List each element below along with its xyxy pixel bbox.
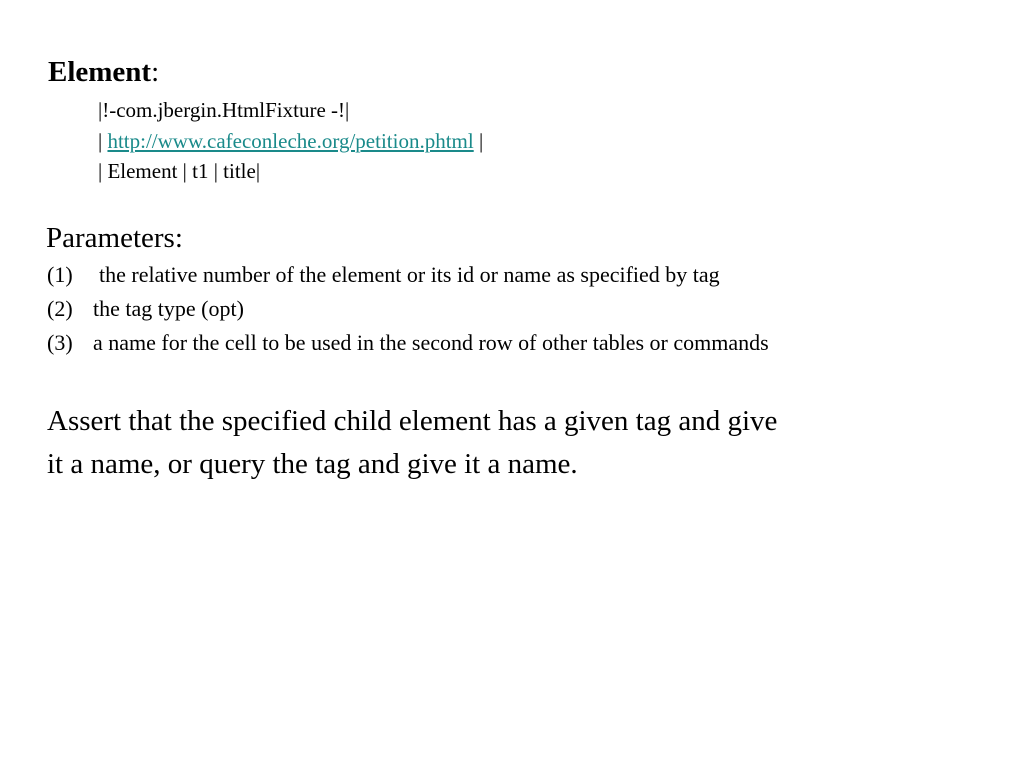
- parameter-number: (1): [47, 262, 73, 287]
- code-line-url-suffix: |: [473, 129, 484, 153]
- parameter-number: (2): [47, 296, 73, 321]
- code-line-element: | Element | t1 | title|: [98, 159, 261, 183]
- element-heading-colon: :: [151, 56, 160, 88]
- parameter-item-1: [47, 261, 720, 289]
- parameter-item-3: [47, 329, 769, 357]
- petition-url-link[interactable]: http://www.cafeconleche.org/petition.phtml: [107, 129, 474, 153]
- parameter-text: a name for the cell to be used in the second row of other tables or commands: [93, 330, 769, 355]
- element-heading: [48, 54, 159, 90]
- parameter-item-2: [47, 295, 244, 323]
- code-line-url: [98, 128, 483, 154]
- description-line-1: Assert that the specified child element has a given tag and give: [47, 405, 778, 437]
- parameter-text: the tag type (opt): [93, 296, 244, 321]
- code-line-url-prefix: |: [98, 129, 108, 153]
- description-line-2: it a name, or query the tag and give it a name.: [47, 448, 578, 480]
- parameter-text: the relative number of the element or its id or name as specified by tag: [99, 262, 720, 287]
- code-line-fixture: |!-com.jbergin.HtmlFixture -!|: [98, 98, 350, 122]
- parameters-title: Parameters:: [46, 222, 183, 254]
- element-heading-label: Element: [48, 56, 152, 88]
- parameter-number: (3): [47, 330, 73, 355]
